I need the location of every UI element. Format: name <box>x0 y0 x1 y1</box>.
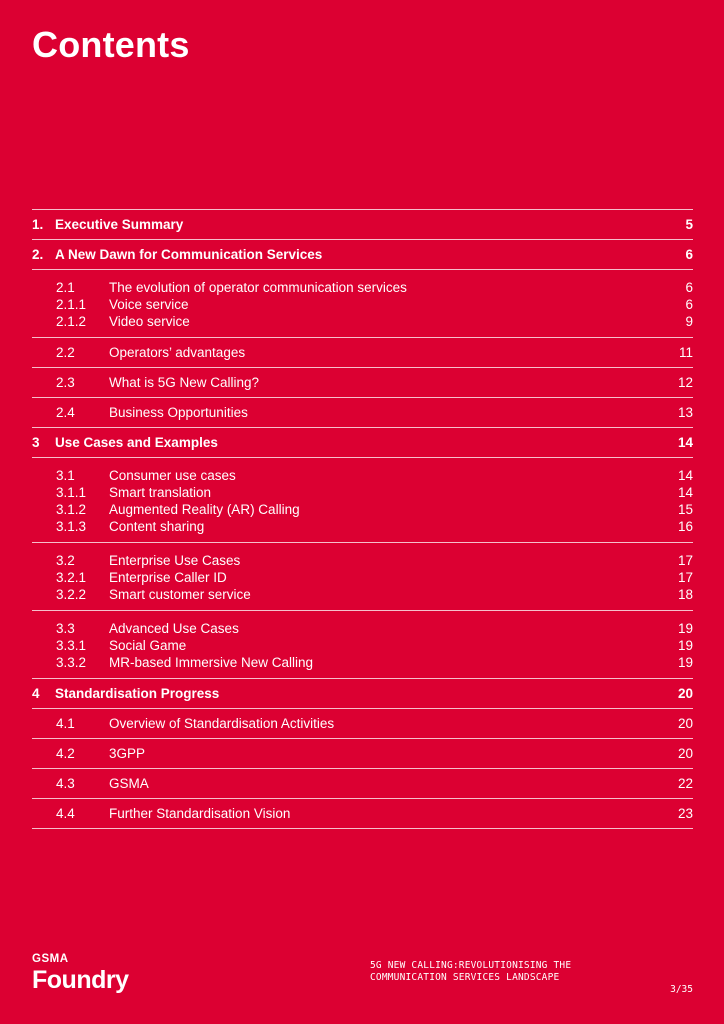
toc-entry-page: 18 <box>677 587 693 602</box>
toc-subsection-entry[interactable] <box>32 374 693 391</box>
toc-entry-number: 2.1 <box>56 280 75 295</box>
toc-subsection-entry[interactable] <box>32 586 693 603</box>
document-title <box>370 960 630 984</box>
toc-group <box>32 270 693 338</box>
toc-entry-label: Overview of Standardisation Activities <box>109 716 335 731</box>
toc-subsection-entry[interactable] <box>32 637 693 654</box>
toc-subsection-entry[interactable] <box>32 620 693 637</box>
toc-entry-number: 3.1 <box>56 468 75 483</box>
toc-entry-label: Voice service <box>109 297 189 312</box>
toc-group <box>32 458 693 543</box>
toc-entry-page: 17 <box>677 553 693 568</box>
toc-entry-number: 3.3.1 <box>56 638 87 653</box>
toc-entry-page: 20 <box>677 746 693 761</box>
toc-entry-page: 14 <box>677 485 693 500</box>
toc-entry-page: 23 <box>677 806 693 821</box>
toc-group <box>32 679 693 709</box>
toc-entry-page: 20 <box>677 716 693 731</box>
toc-entry-page: 6 <box>685 280 693 295</box>
toc-subsection-entry[interactable] <box>32 552 693 569</box>
toc-entry-label: Enterprise Use Cases <box>109 553 241 568</box>
toc-entry-page: 6 <box>685 247 693 262</box>
toc-entry-page: 9 <box>685 314 693 329</box>
toc-entry-label: Enterprise Caller ID <box>109 570 227 585</box>
toc-entry-page: 13 <box>677 405 693 420</box>
toc-entry-label: Consumer use cases <box>109 468 236 483</box>
toc-entry-label: Smart translation <box>109 485 212 500</box>
toc-entry-number: 3.1.2 <box>56 502 87 517</box>
toc-subsection-entry[interactable] <box>32 745 693 762</box>
logo-gsma-text: GSMA <box>32 953 69 965</box>
toc-entry-page: 17 <box>677 570 693 585</box>
toc-entry-label: Use Cases and Examples <box>55 435 218 450</box>
toc-entry-number: 3.2 <box>56 553 75 568</box>
toc-subsection-entry[interactable] <box>32 715 693 732</box>
document-title-line-1: 5G NEW CALLING:REVOLUTIONISING THE <box>370 960 572 971</box>
toc-section-entry[interactable] <box>32 434 693 451</box>
page-title: Contents <box>32 24 190 65</box>
toc-entry-page: 15 <box>677 502 693 517</box>
toc-subsection-entry[interactable] <box>32 344 693 361</box>
toc-subsection-entry[interactable] <box>32 501 693 518</box>
toc-group <box>32 368 693 398</box>
toc-entry-label: The evolution of operator communication services <box>109 280 407 295</box>
toc-entry-label: Operators’ advantages <box>109 345 246 360</box>
toc-entry-label: GSMA <box>109 776 149 791</box>
toc-subsection-entry[interactable] <box>32 654 693 671</box>
toc-group <box>32 739 693 769</box>
toc-group <box>32 338 693 368</box>
toc-entry-number: 4.2 <box>56 746 75 761</box>
toc-entry-label: 3GPP <box>109 746 146 761</box>
toc-entry-label: Further Standardisation Vision <box>109 806 291 821</box>
document-title-line-2: COMMUNICATION SERVICES LANDSCAPE <box>370 972 560 983</box>
toc-group <box>32 428 693 458</box>
toc-entry-page: 14 <box>677 468 693 483</box>
toc-entry-label: Business Opportunities <box>109 405 248 420</box>
toc-entry-number: 2.4 <box>56 405 75 420</box>
toc-entry-page: 6 <box>685 297 693 312</box>
toc-subsection-entry[interactable] <box>32 518 693 535</box>
toc-entry-number: 3.1.1 <box>56 485 87 500</box>
toc-subsection-entry[interactable] <box>32 467 693 484</box>
toc-group <box>32 709 693 739</box>
toc-entry-number: 2.2 <box>56 345 75 360</box>
toc-entry-number: 4 <box>32 686 40 701</box>
toc-entry-number: 4.3 <box>56 776 75 791</box>
page-number: 3/35 <box>670 984 693 995</box>
toc-group <box>32 398 693 428</box>
table-of-contents <box>32 209 693 829</box>
toc-entry-number: 2.1.2 <box>56 314 87 329</box>
toc-entry-label: What is 5G New Calling? <box>109 375 260 390</box>
gsma-foundry-logo <box>32 952 162 1002</box>
toc-entry-number: 3.2.2 <box>56 587 87 602</box>
toc-entry-label: Social Game <box>109 638 187 653</box>
toc-entry-label: Executive Summary <box>55 217 184 232</box>
toc-entry-number: 3.2.1 <box>56 570 87 585</box>
toc-section-entry[interactable] <box>32 216 693 233</box>
toc-group <box>32 799 693 829</box>
toc-entry-label: Augmented Reality (AR) Calling <box>109 502 300 517</box>
toc-entry-label: MR-based Immersive New Calling <box>109 655 314 670</box>
toc-entry-number: 3.3 <box>56 621 75 636</box>
toc-subsection-entry[interactable] <box>32 775 693 792</box>
toc-entry-page: 22 <box>677 776 693 791</box>
toc-entry-number: 2. <box>32 247 44 262</box>
toc-group <box>32 543 693 611</box>
toc-group <box>32 769 693 799</box>
toc-subsection-entry[interactable] <box>32 296 693 313</box>
toc-entry-page: 19 <box>677 621 693 636</box>
toc-entry-label: Smart customer service <box>109 587 251 602</box>
toc-section-entry[interactable] <box>32 685 693 702</box>
toc-subsection-entry[interactable] <box>32 805 693 822</box>
toc-entry-label: Content sharing <box>109 519 205 534</box>
toc-entry-label: Standardisation Progress <box>55 686 220 701</box>
logo-foundry-text: Foundry <box>32 966 129 994</box>
toc-entry-page: 19 <box>677 655 693 670</box>
toc-entry-number: 3.1.3 <box>56 519 87 534</box>
toc-entry-page: 12 <box>677 375 693 390</box>
toc-entry-label: A New Dawn for Communication Services <box>55 247 323 262</box>
toc-group <box>32 240 693 270</box>
toc-entry-number: 4.1 <box>56 716 75 731</box>
toc-subsection-entry[interactable] <box>32 279 693 296</box>
toc-entry-label: Advanced Use Cases <box>109 621 239 636</box>
toc-entry-page: 19 <box>677 638 693 653</box>
toc-entry-number: 4.4 <box>56 806 75 821</box>
toc-section-entry[interactable] <box>32 246 693 263</box>
toc-entry-number: 1. <box>32 217 44 232</box>
toc-subsection-entry[interactable] <box>32 404 693 421</box>
toc-subsection-entry[interactable] <box>32 484 693 501</box>
toc-entry-page: 5 <box>685 217 693 232</box>
toc-entry-page: 14 <box>677 435 693 450</box>
toc-subsection-entry[interactable] <box>32 313 693 330</box>
toc-entry-number: 2.3 <box>56 375 75 390</box>
toc-group <box>32 611 693 679</box>
toc-subsection-entry[interactable] <box>32 569 693 586</box>
toc-entry-number: 3.3.2 <box>56 655 87 670</box>
toc-entry-page: 20 <box>677 686 693 701</box>
toc-group <box>32 210 693 240</box>
toc-entry-page: 11 <box>678 345 693 360</box>
toc-entry-number: 2.1.1 <box>56 297 87 312</box>
toc-entry-page: 16 <box>677 519 693 534</box>
toc-entry-label: Video service <box>109 314 190 329</box>
toc-entry-number: 3 <box>32 435 40 450</box>
